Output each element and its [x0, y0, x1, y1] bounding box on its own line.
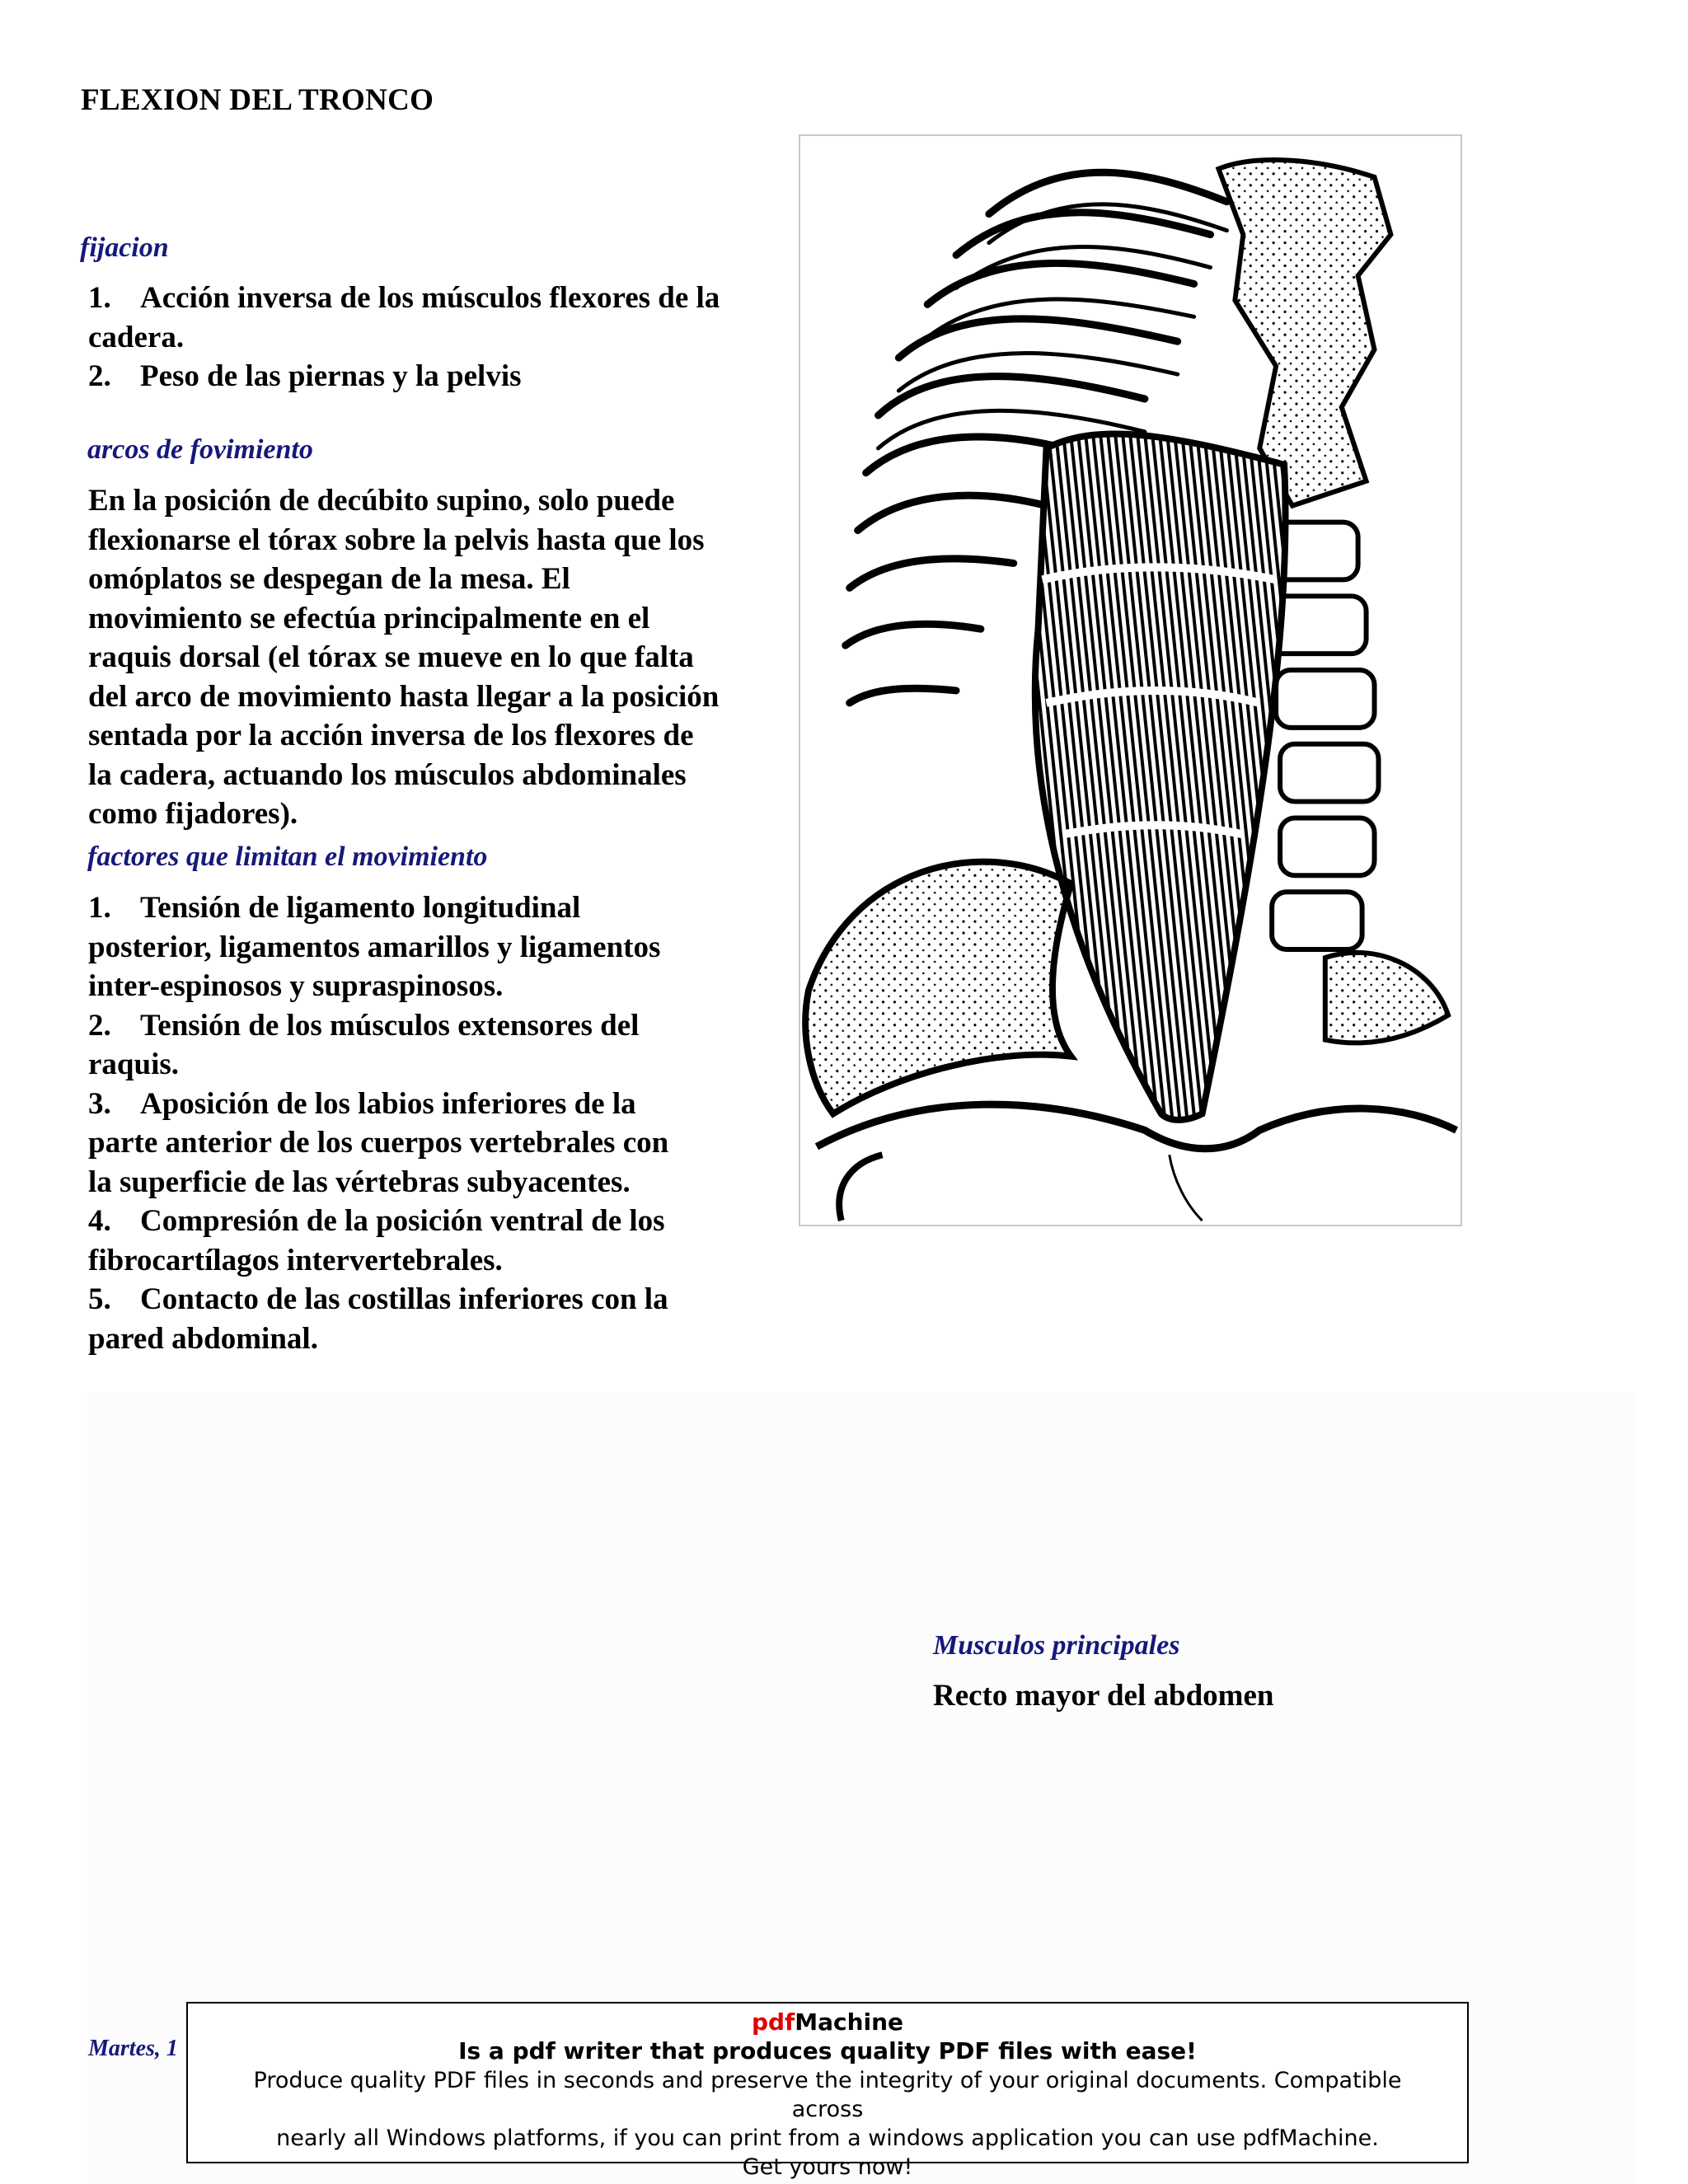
factores-list [88, 888, 789, 1358]
paragraph-line: como fijadores). [88, 797, 298, 831]
paragraph-line: En la posición de decúbito supino, solo puede [88, 484, 675, 518]
ad-cta-link[interactable]: Get yours now! [742, 2154, 913, 2180]
heading-fijacion: fijacion [80, 232, 169, 263]
rectus-abdominis-shape [1035, 434, 1286, 1119]
fijacion-list [88, 279, 789, 396]
list-item-continuation: parte anterior de los cuerpos vertebrales con [88, 1126, 669, 1160]
list-item-continuation: raquis. [88, 1047, 180, 1081]
list-item-continuation: posterior, ligamentos amarillos y ligamentos [88, 930, 661, 964]
list-item-continuation: fibrocartílagos intervertebrales. [88, 1243, 503, 1277]
ad-brand: pdfMachine [751, 2008, 904, 2036]
list-item-continuation: pared abdominal. [88, 1321, 318, 1356]
paragraph-line: raquis dorsal (el tórax se mueve en lo que falta [88, 640, 694, 674]
paragraph-line: del arco de movimiento hasta llegar a la posición [88, 679, 720, 714]
ad-description: Produce quality PDF files in seconds and preserve the integrity of your original documents. Compatible across nearly all Windows platforms, if you can print from a windows application you can use pdfMachine. [253, 2068, 1402, 2151]
paragraph-line: movimiento se efectúa principalmente en el [88, 601, 650, 635]
heading-musculos: Musculos principales [933, 1630, 1180, 1661]
pdfmachine-banner[interactable] [186, 2002, 1469, 2180]
list-item: 2. Peso de las piernas y la pelvis [88, 359, 522, 393]
list-item: 2. Tensión de los músculos extensores del [88, 1008, 640, 1043]
pubic-arch [817, 1104, 1456, 1149]
paragraph-line: omóplatos se despegan de la mesa. El [88, 562, 570, 596]
list-item-continuation: inter-espinosos y supraspinosos. [88, 969, 504, 1003]
iliac-crest-right [1325, 953, 1448, 1043]
list-item: 3. Aposición de los labios inferiores de la [88, 1086, 636, 1121]
heading-factores: factores que limitan el movimiento [87, 841, 488, 872]
document-title: FLEXION DEL TRONCO [81, 83, 434, 117]
main-muscle: Recto mayor del abdomen [933, 1679, 1274, 1713]
anatomy-figure [799, 134, 1462, 1226]
list-item-continuation: la superficie de las vértebras subyacentes. [88, 1165, 631, 1199]
paragraph-line: flexionarse el tórax sobre la pelvis hasta que los [88, 523, 705, 557]
footer-date: Martes, 1 [88, 2036, 178, 2061]
ad-tagline: Is a pdf writer that produces quality PDF files with ease! [458, 2037, 1197, 2064]
heading-arcos: arcos de fovimiento [87, 434, 313, 465]
list-item: 1. Acción inversa de los músculos flexores de la [88, 281, 720, 315]
list-item-continuation: cadera. [88, 320, 185, 354]
list-item: 4. Compresión de la posición ventral de los [88, 1204, 665, 1238]
iliac-crest-shape [805, 862, 1071, 1114]
paragraph-line: la cadera, actuando los músculos abdominales [88, 757, 687, 792]
list-item: 1. Tensión de ligamento longitudinal [88, 891, 581, 925]
arcos-paragraph [88, 481, 789, 834]
paragraph-line: sentada por la acción inversa de los flexores de [88, 719, 694, 752]
rectus-abdominis-illustration [800, 136, 1461, 1225]
list-item: 5. Contacto de las costillas inferiores con la [88, 1282, 668, 1316]
